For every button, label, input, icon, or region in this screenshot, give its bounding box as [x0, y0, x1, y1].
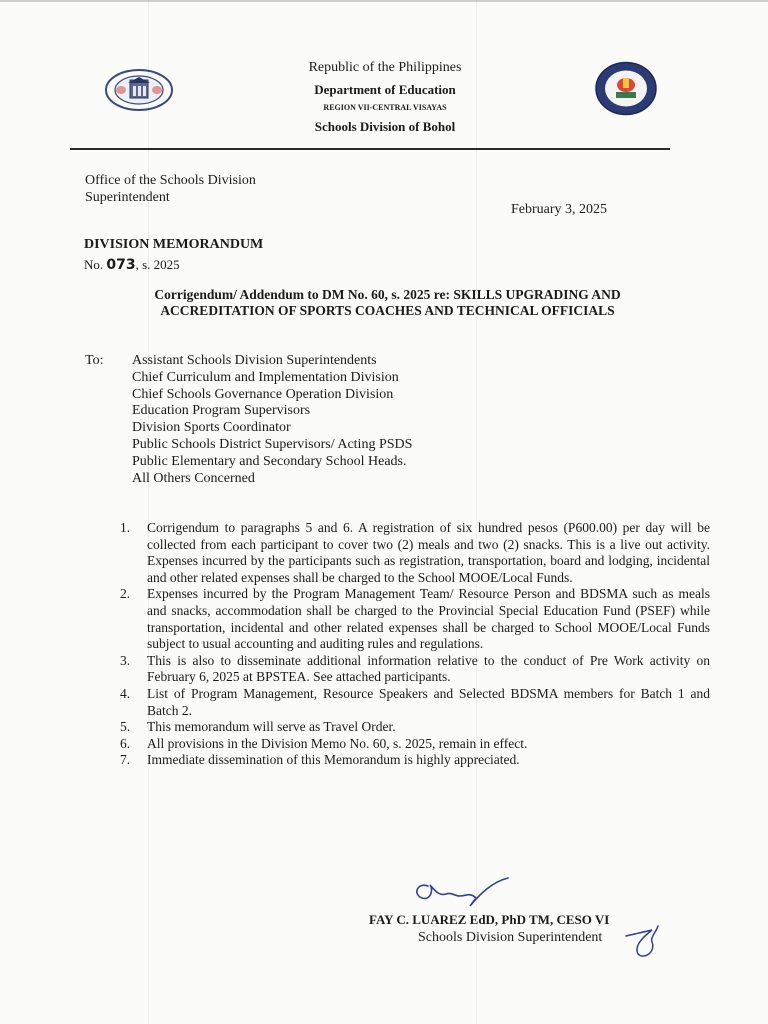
- item-number: 6.: [120, 735, 131, 751]
- memo-item: [120, 752, 710, 769]
- recipient-item: Public Schools District Supervisors/ Acting PSDS: [132, 436, 413, 452]
- memo-number-line: [84, 257, 180, 273]
- item-text: Corrigendum to paragraphs 5 and 6. A registration of six hundred pesos (P600.00) per day will be collected from each participant to cover two (2) meals and two (2) snacks. This is a live out activity. Expenses incurred by the participants such as registration, transportation, board and lodging, incidental and other related expenses shall be charged to the School MOOE/Local Funds.: [147, 520, 710, 585]
- memo-item: [120, 653, 710, 686]
- memo-item: [120, 686, 710, 719]
- header-divider: [70, 148, 670, 150]
- item-text: Immediate dissemination of this Memorandum is highly appreciated.: [147, 752, 520, 768]
- scan-top-edge: [0, 0, 768, 2]
- memo-series: , s. 2025: [135, 257, 180, 272]
- recipient-item: Division Sports Coordinator: [132, 420, 291, 436]
- recipient-item: Education Program Supervisors: [132, 403, 311, 419]
- subject-line-1: Corrigendum/ Addendum to DM No. 60, s. 2025 re: SKILLS UPGRADING AND: [154, 287, 621, 302]
- item-number: 1.: [120, 520, 131, 535]
- item-number: 4.: [120, 685, 131, 701]
- signatory-title: Schools Division Superintendent: [418, 930, 603, 945]
- memo-date: February 3, 2025: [511, 202, 608, 217]
- item-number: 5.: [120, 719, 131, 735]
- memo-item: [120, 520, 710, 586]
- item-text: List of Program Management, Resource Speakers and Selected BDSMA members for Batch 1 and Batch 2.: [147, 685, 710, 718]
- fold-line: [476, 0, 477, 1024]
- office-line-2: Superintendent: [85, 190, 170, 205]
- item-number: 2.: [120, 586, 131, 602]
- item-text: This memorandum will serve as Travel Order.: [147, 719, 396, 735]
- signatory-name: FAY C. LUAREZ EdD, PhD TM, CESO VI: [369, 912, 610, 927]
- region-line: REGION VII-CENTRAL VISAYAS: [323, 103, 447, 112]
- deped-seal-left-icon: [104, 68, 174, 112]
- memo-number: 073: [106, 257, 136, 273]
- memo-no-prefix: No.: [84, 257, 104, 272]
- division-seal-right-icon: [594, 61, 658, 116]
- recipient-item: All Others Concerned: [132, 470, 255, 486]
- memo-item: [120, 719, 710, 736]
- item-number: 3.: [120, 652, 131, 668]
- office-line-1: Office of the Schools Division: [85, 173, 256, 188]
- office-block: [85, 172, 256, 206]
- recipient-item: Assistant Schools Division Superintendents: [132, 353, 377, 368]
- memo-title: DIVISION MEMORANDUM: [84, 237, 264, 252]
- republic-line: Republic of the Philippines: [308, 60, 462, 75]
- to-label: To:: [85, 353, 104, 368]
- recipient-list: [132, 353, 412, 487]
- item-number: 7.: [120, 752, 131, 768]
- memo-subject: [100, 287, 675, 319]
- division-line: Schools Division of Bohol: [314, 119, 456, 134]
- memo-item: [120, 736, 710, 753]
- subject-line-2: ACCREDITATION OF SPORTS COACHES AND TECHNICAL OFFICIALS: [160, 303, 615, 318]
- item-text: Expenses incurred by the Program Management Team/ Resource Person and BDSMA such as meals and snacks, accommodation shall be charged to the Provincial Special Education Fund (PSEF) while transportation, incidental and other related expenses shall be charged to School MOOE/Local Funds subject to usual accounting and auditing rules and regulations.: [147, 586, 710, 652]
- memo-item: [120, 586, 710, 652]
- recipient-item: Public Elementary and Secondary School Heads.: [132, 453, 407, 469]
- handwritten-initial: [622, 920, 664, 962]
- fold-line: [148, 0, 149, 1024]
- memo-items-list: [120, 520, 710, 769]
- item-text: All provisions in the Division Memo No. 60, s. 2025, remain in effect.: [147, 735, 528, 751]
- item-text: This is also to disseminate additional information relative to the conduct of Pre Work activity on February 6, 2025 at BPSTEA. See attached participants.: [147, 652, 710, 685]
- department-line: Department of Education: [314, 82, 456, 97]
- recipient-item: Chief Curriculum and Implementation Division: [132, 369, 399, 385]
- recipient-item: Chief Schools Governance Operation Division: [132, 386, 394, 402]
